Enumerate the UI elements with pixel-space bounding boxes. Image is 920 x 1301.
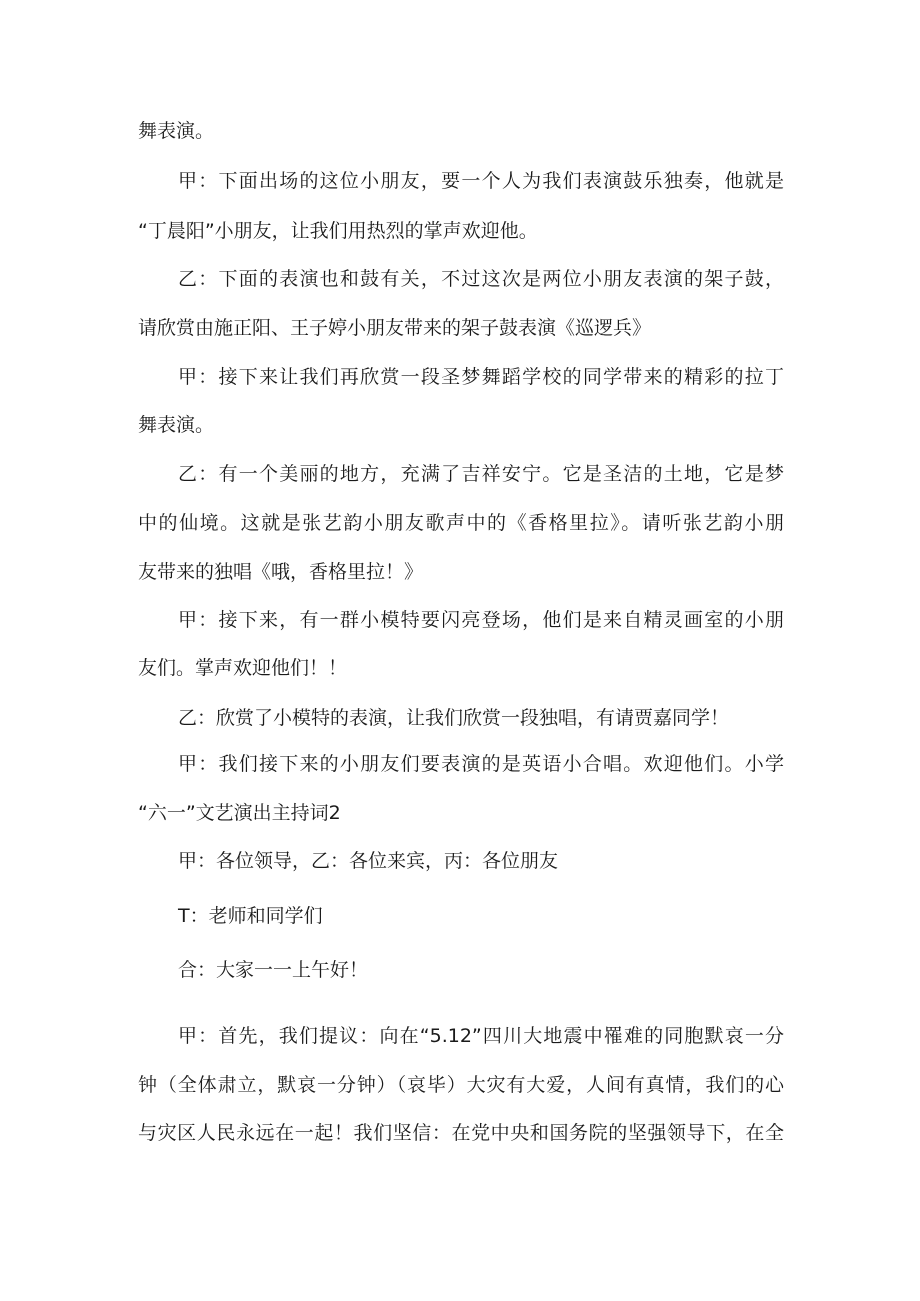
text-line: 友们。掌声欢迎他们！！: [138, 657, 348, 679]
text-line: 甲：下面出场的这位小朋友，要一个人为我们表演鼓乐独奏，他就是: [178, 170, 784, 192]
text-line: 甲：各位领导，乙：各位来宾，丙：各位朋友: [178, 850, 559, 872]
text-line: 乙：有一个美丽的地方，充满了吉祥安宁。它是圣洁的土地，它是梦: [178, 463, 784, 485]
text-line: 与灾区人民永远在一起！我们坚信：在党中央和国务院的坚强领导下，在全: [138, 1122, 784, 1144]
text-line: “丁晨阳”小朋友，让我们用热烈的掌声欢迎他。: [138, 220, 538, 242]
text-line: 舞表演。: [138, 414, 215, 436]
text-line: 友带来的独唱《哦，香格里拉！》: [138, 561, 424, 583]
text-line: 舞表演。: [138, 120, 215, 142]
text-line: “六一”文艺演出主持词2: [138, 802, 341, 824]
text-line: 请欣赏由施正阳、王子婷小朋友带来的架子鼓表演《巡逻兵》: [138, 317, 652, 339]
text-line: 乙：欣赏了小模特的表演，让我们欣赏一段独唱，有请贾嘉同学！: [178, 707, 730, 729]
text-line: T：老师和同学们: [178, 905, 323, 927]
text-line: 甲：首先，我们提议：向在“5.12”四川大地震中罹难的同胞默哀一分: [178, 1025, 784, 1047]
text-line: 乙：下面的表演也和鼓有关，不过这次是两位小朋友表演的架子鼓，: [178, 268, 784, 290]
text-line: 中的仙境。这就是张艺韵小朋友歌声中的《香格里拉》。请听张艺韵小朋: [138, 512, 784, 534]
text-line: 合：大家一一上午好！: [178, 959, 369, 981]
text-line: 甲：接下来，有一群小模特要闪亮登场，他们是来自精灵画室的小朋: [178, 609, 784, 631]
text-line: 甲：接下来让我们再欣赏一段圣梦舞蹈学校的同学带来的精彩的拉丁: [178, 366, 784, 388]
text-line: 钟（全体肃立，默哀一分钟）（哀毕）大灾有大爱，人间有真情，我们的心: [138, 1074, 784, 1096]
text-line: 甲：我们接下来的小朋友们要表演的是英语小合唱。欢迎他们。小学: [178, 753, 784, 775]
